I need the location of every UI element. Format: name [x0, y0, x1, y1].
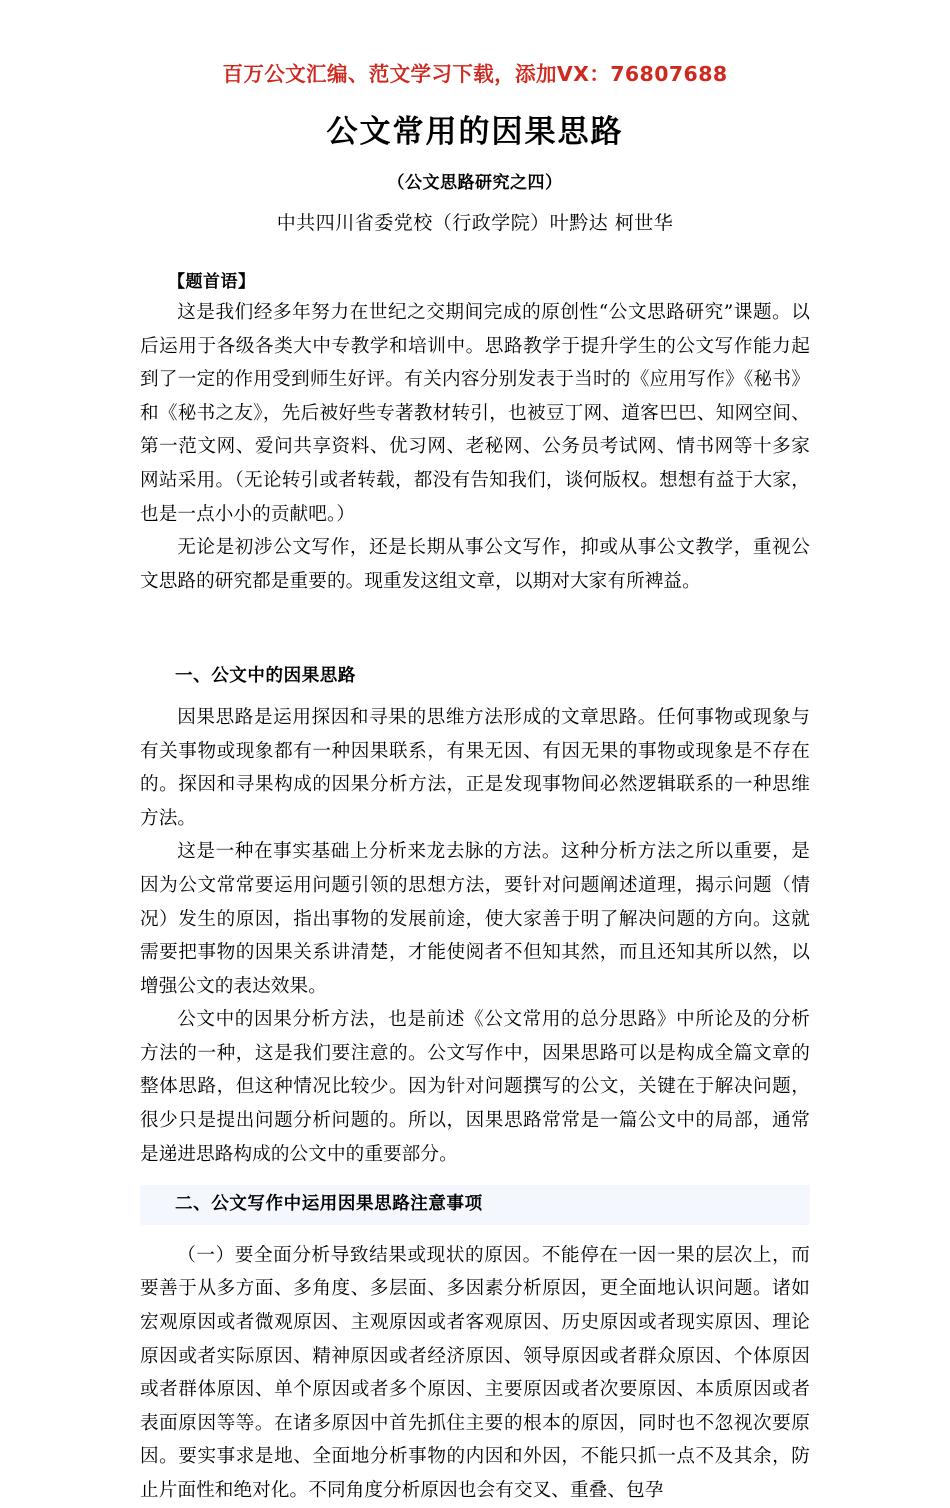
- preamble-paragraph: 这是我们经多年努力在世纪之交期间完成的原创性“公文思路研究”课题。以后运用于各级各类大中专教学和培训中。思路教学于提升学生的公文写作能力起到了一定的作用受到师生好评。有关内容分别发表于当时的《应用写作》《秘书》和《秘书之友》，先后被好些专著教材转引，也被豆丁网、道客巴巴、知网空间、第一范文网、爱问共享资料、优习网、老秘网、公务员考试网、情书网等十多家网站采用。（无论转引或者转载，都没有告知我们，谈何版权。想想有益于大家，也是一点小小的贡献吧。）: [140, 302, 810, 525]
- section-heading-1: 一、公文中的因果思路: [175, 666, 356, 687]
- section-paragraph: 公文中的因果分析方法，也是前述《公文常用的总分思路》中所论及的分析方法的一种，这是我们要注意的。公文写作中，因果思路可以是构成全篇文章的整体思路，但这种情况比较少。因为针对问题撰写的公文，关键在于解决问题，很少只是提出问题分析问题的。所以，因果思路常常是一篇公文中的局部，通常是递进思路构成的公文中的重要部分。: [140, 1009, 810, 1165]
- spacer: [140, 1225, 810, 1239]
- section-heading-2: 二、公文写作中运用因果思路注意事项: [140, 1185, 810, 1225]
- spacer: [140, 237, 810, 269]
- section-paragraph: 这是一种在事实基础上分析来龙去脉的方法。这种分析方法之所以重要，是因为公文常常要运用问题引领的思想方法，要针对问题阐述道理，揭示问题（情况）发生的原因，指出事物的发展前途，使大家善于明了解决问题的方向。这就需要把事物的因果关系讲清楚，才能使阅者不但知其然，而且还知其所以然，以增强公文的表达效果。: [140, 841, 810, 997]
- preamble-paragraph: 无论是初涉公文写作，还是长期从事公文写作，抑或从事公文教学，重视公文思路的研究都是重要的。现重发这组文章，以期对大家有所裨益。: [140, 537, 810, 592]
- document-subtitle: （公文思路研究之四）: [387, 173, 563, 194]
- spacer: [140, 1171, 810, 1185]
- section-paragraph: 因果思路是运用探因和寻果的思维方法形成的文章思路。任何事物或现象与有关事物或现象都有一种因果联系，有果无因、有因无果的事物或现象是不存在的。探因和寻果构成的因果分析方法，正是发现事物间必然逻辑联系的一种思维方法。: [140, 706, 810, 829]
- document-byline: 中共四川省委党校（行政学院）叶黔达 柯世华: [276, 212, 674, 235]
- page-title: 公文常用的因果思路: [326, 113, 624, 150]
- page-content: [140, 0, 810, 1508]
- preamble-label: 【题首语】: [168, 271, 256, 292]
- spacer: [140, 598, 810, 660]
- spacer: [140, 694, 810, 701]
- section-paragraph: （一）要全面分析导致结果或现状的原因。不能停在一因一果的层次上，而要善于从多方面、多角度、多层面、多因素分析原因，更全面地认识问题。诸如宏观原因或者微观原因、主观原因或者客观原因、历史原因或者现实原因、理论原因或者实际原因、精神原因或者经济原因、领导原因或者群众原因、个体原因或者群体原因、单个原因或者多个原因、主要原因或者次要原因、本质原因或者表面原因等等。在诸多原因中首先抓住主要的根本的原因，同时也不忽视次要原因。要实事求是地、全面地分析事物的内因和外因，不能只抓一点不及其余，防止片面性和绝对化。不同角度分析原因也会有交叉、重叠、包孕: [140, 1244, 810, 1502]
- promo-banner: 百万公文汇编、范文学习下载，添加VX：76807688: [222, 62, 728, 86]
